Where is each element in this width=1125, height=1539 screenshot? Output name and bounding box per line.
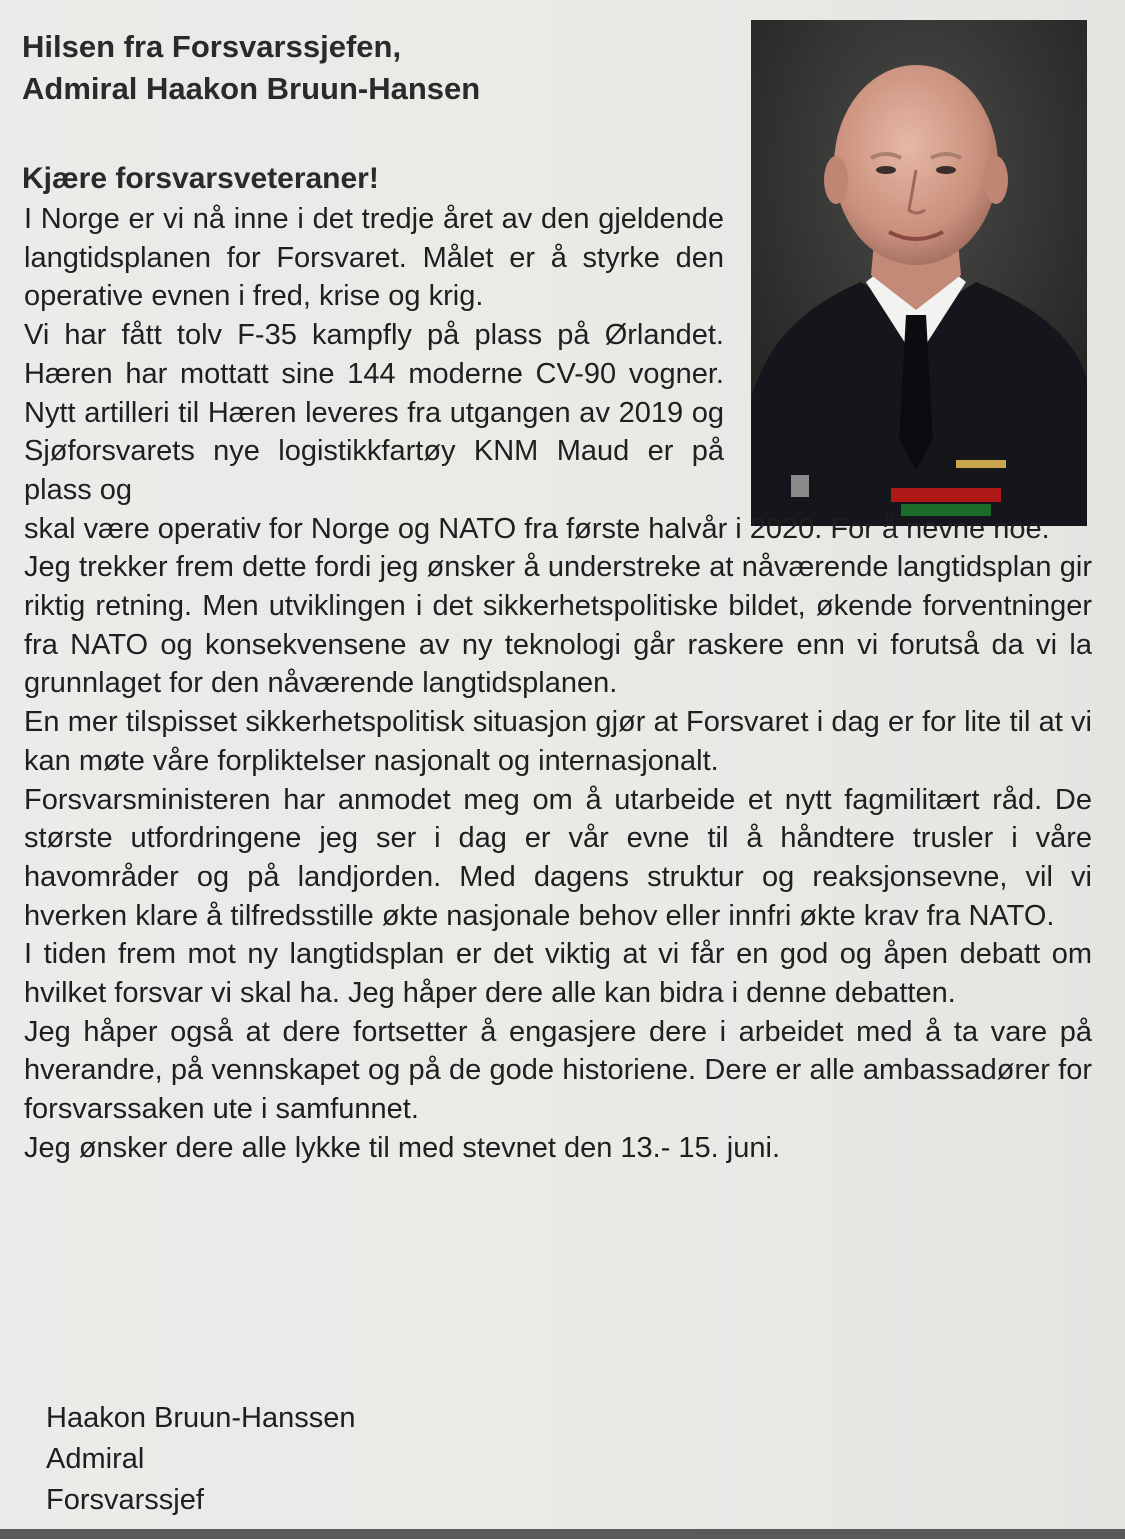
paragraph-equipment: Vi har fått tolv F-35 kampfly på plass på Ørlandet. Hæren har mottatt sine 144 moderne CV-90 vogner. Nytt artilleri til Hæren leveres fra utgangen av 2019 og Sjøforsvarets nye logistikkfartøy KNM Maud er på plass og — [24, 319, 724, 506]
title-line-2: Admiral Haakon Bruun-Hansen — [22, 71, 481, 106]
signature-name: Haakon Bruun-Hanssen — [46, 1402, 356, 1434]
signature-rank: Admiral — [46, 1443, 145, 1475]
page-title — [22, 26, 480, 110]
paragraph-engagement: Jeg håper også at dere fortsetter å engasjere dere i arbeidet med å ta vare på hverandre, på vennskapet og på de gode historiene. Dere er alle ambassadører for forsvarssaken ute i samfunnet. — [24, 1015, 1092, 1126]
paragraph-debate: I tiden frem mot ny langtidsplan er det viktig at vi får en god og åpen debatt om hvilket forsvar vi skal ha. Jeg håper dere alle kan bidra i denne debatten. — [24, 938, 1092, 1010]
paragraph-equipment-continued: skal være operativ for Norge og NATO fra første halvår i 2020. For å nevne noe. — [24, 512, 1050, 545]
signature-block — [46, 1398, 356, 1521]
signature-position: Forsvarssjef — [46, 1484, 204, 1516]
paragraph-direction: Jeg trekker frem dette fordi jeg ønsker å understreke at nåværende langtidsplan gir riktig retning. Men utviklingen i det sikkerhetspolitiske bildet, økende forventninger fra NATO og konsekvensene av ny teknologi går raskere enn vi forutså da vi la grunnlaget for den nåværende langtidsplanen. — [24, 551, 1092, 700]
salutation: Kjære forsvarsveteraner! — [22, 162, 379, 195]
paragraph-intro: I Norge er vi nå inne i det tredje året av den gjeldende langtidsplanen for Forsvaret. Målet er å styrke den operative evnen i fred, krise og krig. — [24, 203, 724, 313]
paragraph-military-advice: Forsvarsministeren har anmodet meg om å utarbeide et nytt fagmilitært råd. De største utfordringene jeg ser i dag er vår evne til å håndtere trusler i våre havområder og på landjorden. Med dagens struktur og reaksjonsevne, vil vi hverken klare å tilfredsstille økte nasjonale behov eller innfri økte krav fra NATO. — [24, 783, 1092, 932]
letter-body — [24, 200, 1092, 1168]
title-line-1: Hilsen fra Forsvarssjefen, — [22, 29, 402, 64]
paragraph-wishes: Jeg ønsker dere alle lykke til med stevnet den 13.- 15. juni. — [24, 1131, 780, 1164]
paragraph-situation: En mer tilspisset sikkerhetspolitisk situasjon gjør at Forsvaret i dag er for lite til at vi kan møte våre forpliktelser nasjonalt og internasjonalt. — [24, 706, 1092, 777]
